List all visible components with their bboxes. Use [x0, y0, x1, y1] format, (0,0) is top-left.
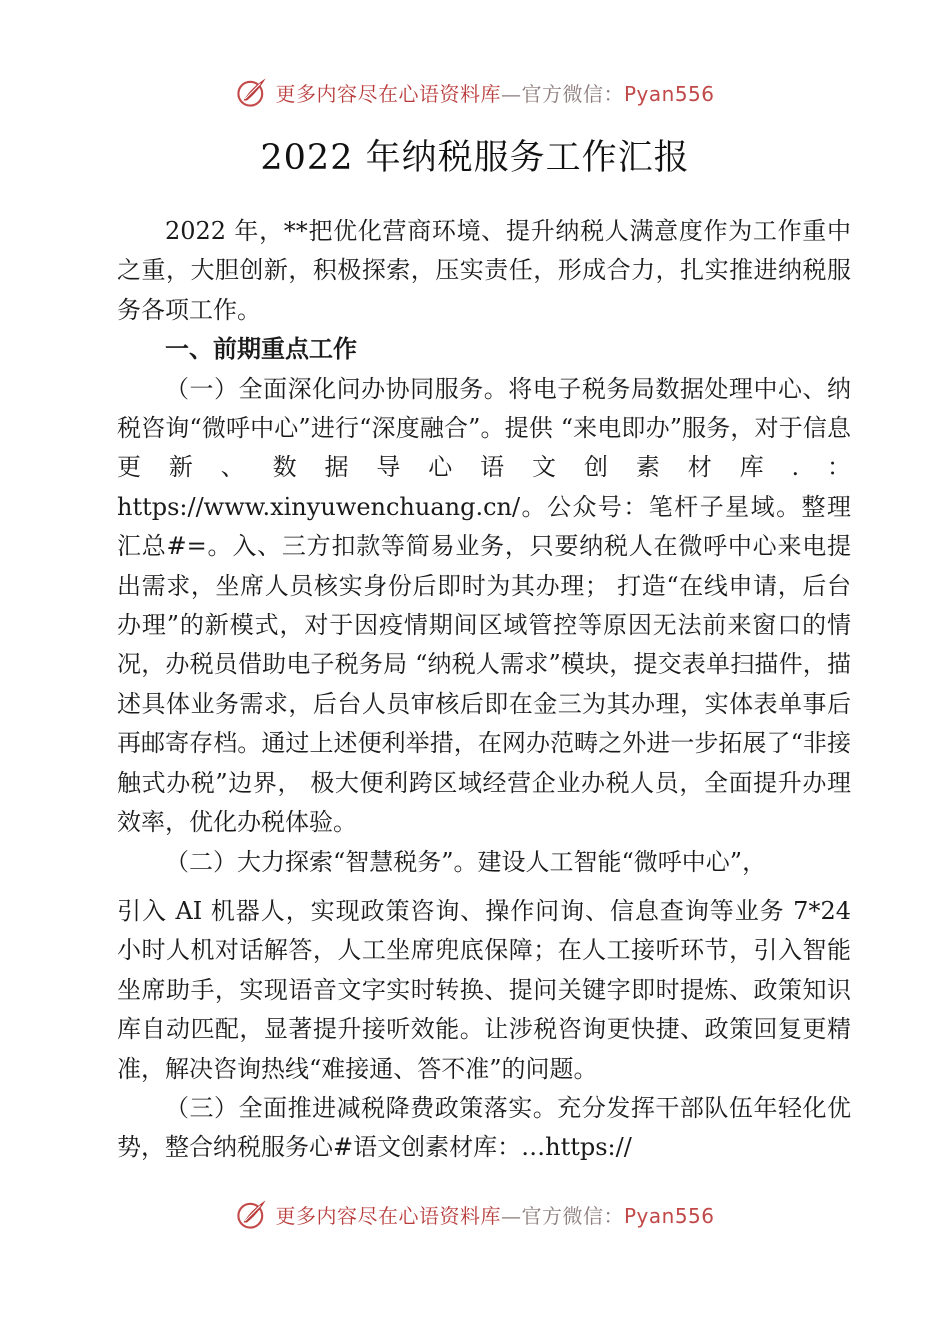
watermark-text: [275, 1200, 714, 1229]
watermark-separator: —: [500, 81, 522, 106]
footer-watermark-banner: [0, 1194, 950, 1234]
watermark-wechat-id: Pyan556: [623, 81, 715, 106]
watermark-text: [275, 78, 714, 107]
intro-paragraph: 2022 年，**把优化营商环境、提升纳税人满意度作为工作重中之重，大胆创新，积极探索，压实责任，形成合力，扎实推进纳税服务各项工作。: [117, 217, 851, 324]
watermark-official-label: 官方微信：: [521, 81, 624, 106]
watermark-separator: —: [500, 1203, 522, 1228]
watermark-main-text: 更多内容尽在心语资料库: [275, 1203, 501, 1228]
watermark-wechat-id: Pyan556: [623, 1203, 715, 1228]
paragraph-item-2-heading: （二）大力探索“智慧税务”。建设人工智能“微呼中心”，: [165, 847, 767, 876]
quill-logo-icon: [235, 75, 269, 109]
paragraph-item-1: （一）全面深化问办协同服务。将电子税务局数据处理中心、纳税咨询“微呼中心”进行“深度融合”。提供 “来电即办”服务，对于信息更新、数据导心语文创素材库.：https://www.xinyuwenchuang.cn/。公众号：笔杆子星域。整理汇总#=。入、三方扣款等简易业务，只要纳税人在微呼中心来电提出需求，坐席人员核实身份后即时为其办理； 打造“在线申请，后台办理”的新模式，对于因疫情期间区域管控等原因无法前来窗口的情况，办税员借助电子税务局 “纳税人需求”模块，提交表单扫描件，描述具体业务需求，后台人员审核后即在金三为其办理，实体表单事后再邮寄存档。通过上述便利举措，在网办范畴之外进一步拓展了“非接触式办税”边界， 极大便利跨区域经营企业办税人员，全面提升办理效率，优化办税体验。: [117, 374, 851, 837]
document-title: 2022 年纳税服务工作汇报: [260, 138, 690, 178]
watermark-official-label: 官方微信：: [521, 1203, 624, 1228]
quill-logo-icon: [235, 1197, 269, 1231]
header-watermark-banner: [0, 72, 950, 112]
document-body: [117, 212, 851, 1168]
paragraph-item-3: （三）全面推进减税降费政策落实。充分发挥干部队伍年轻化优势，整合纳税服务心#语文创素材库：…https://: [117, 1093, 851, 1162]
section-heading: 一、前期重点工作: [165, 335, 357, 364]
paragraph-item-2-body: 引入 AI 机器人，实现政策咨询、操作问询、信息查询等业务 7*24 小时人机对话解答，人工坐席兜底保障；在人工接听环节，引入智能坐席助手，实现语音文字实时转换、提问关键字即时提炼、政策知识库自动匹配，显著提升接听效能。让涉税咨询更快捷、政策回复更精准，解决咨询热线“难接通、答不准”的问题。: [117, 896, 851, 1083]
watermark-main-text: 更多内容尽在心语资料库: [275, 81, 501, 106]
